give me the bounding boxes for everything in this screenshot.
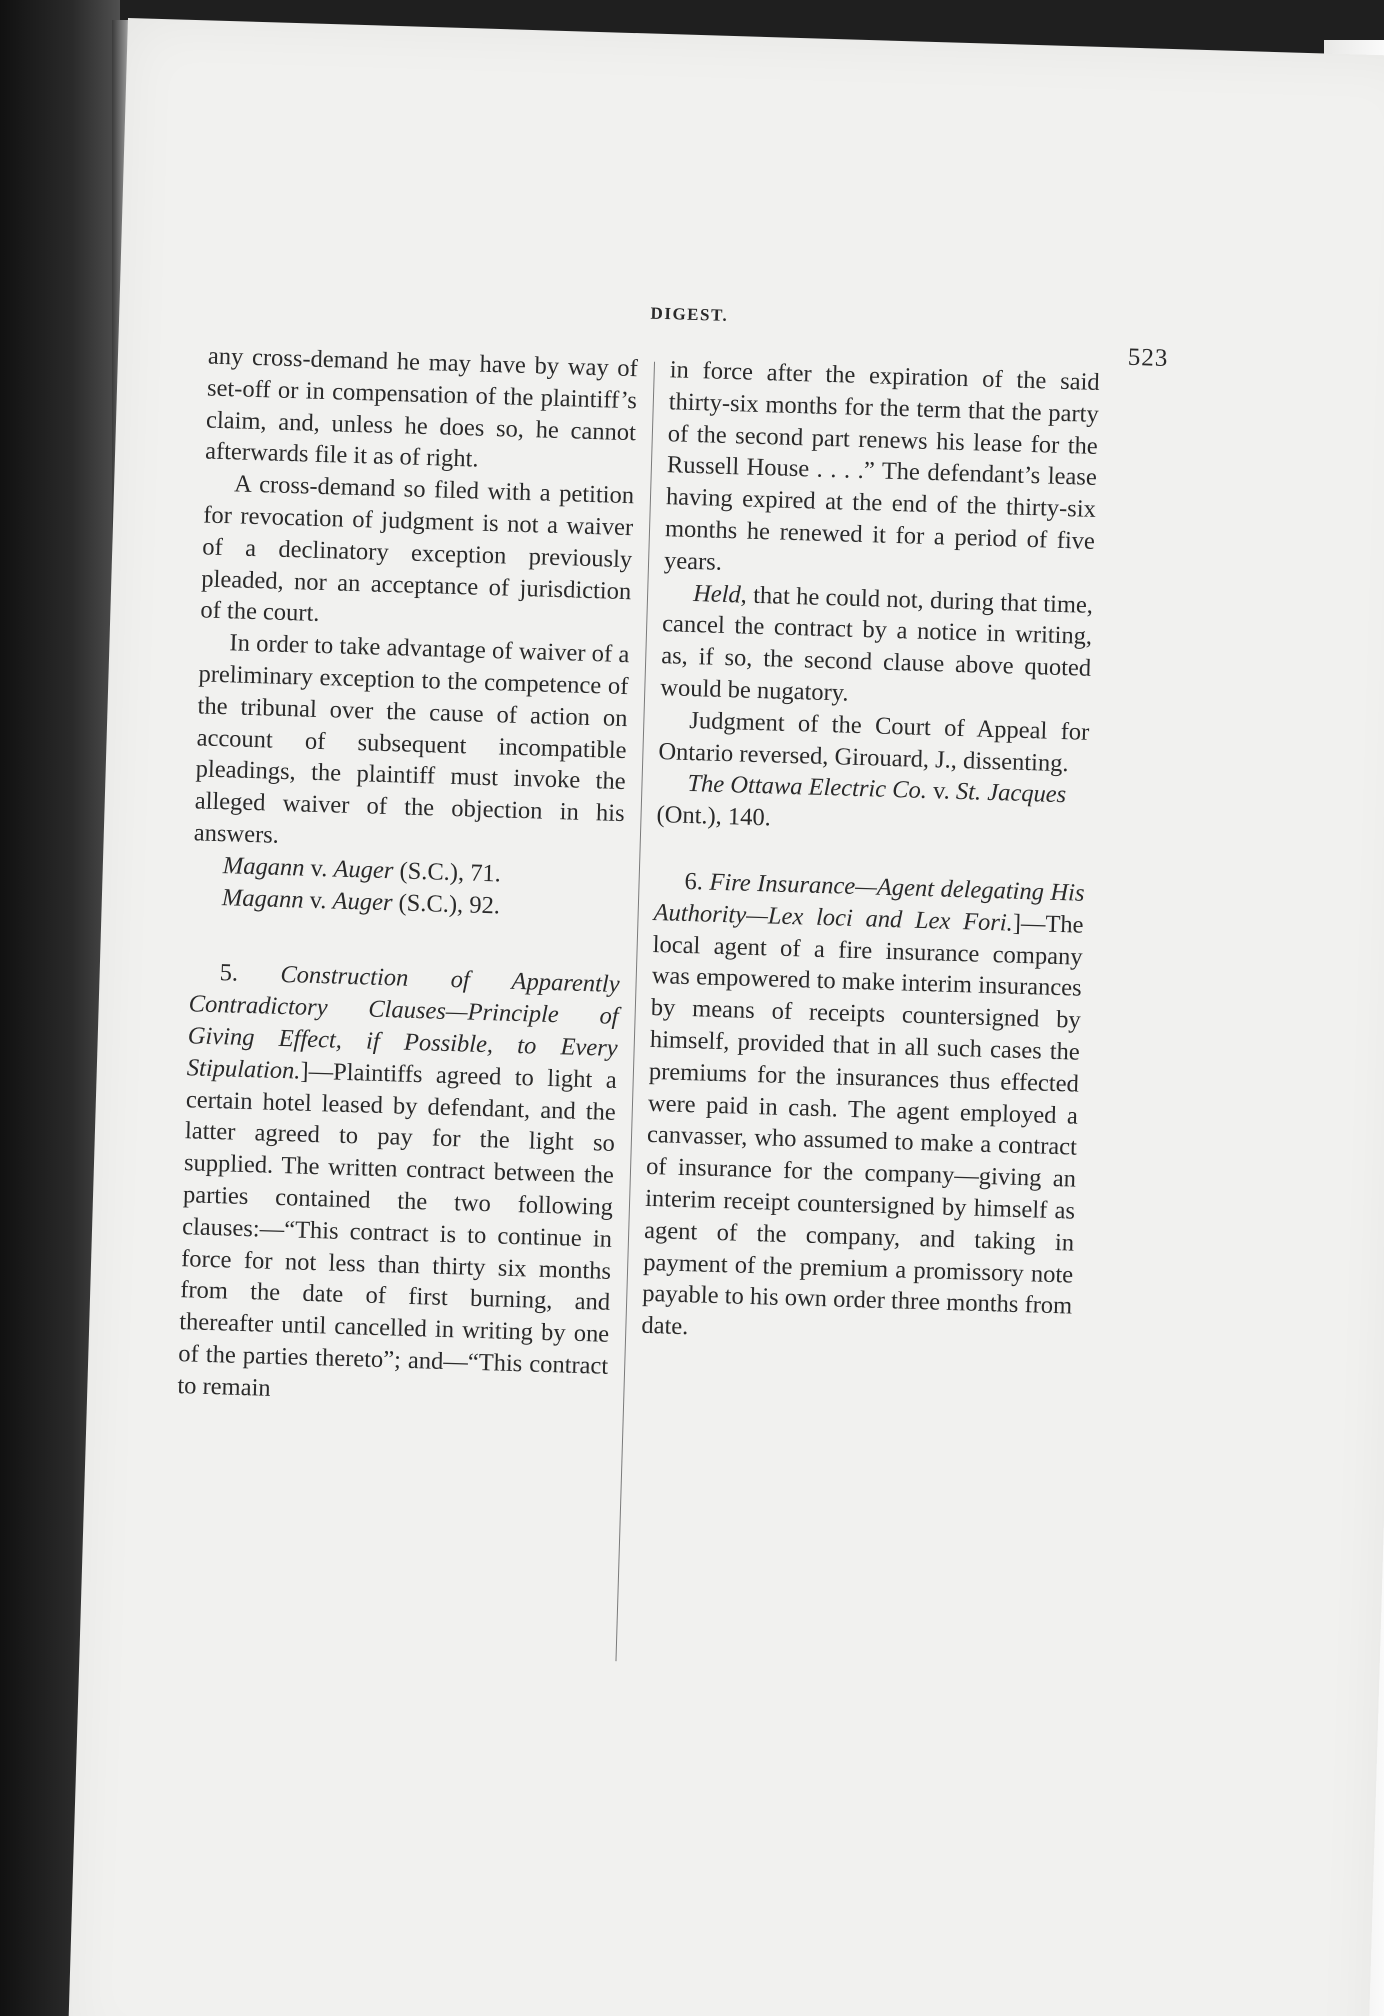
citation-versus: v. bbox=[926, 777, 957, 806]
citation-party: Auger bbox=[332, 887, 393, 916]
citation-party: Magann bbox=[222, 851, 305, 882]
case-citation bbox=[656, 767, 1088, 843]
left-column bbox=[177, 341, 638, 1415]
citation-party: Auger bbox=[333, 855, 394, 884]
paragraph-waiver: In order to take advantage of waiver of a preliminary exception to the competence of the tribunal over the cause of action on account of subsequent incompatible pleadings, the plaintiff must invoke the alleged waiver of the objection in his answers. bbox=[193, 629, 630, 849]
book-page bbox=[67, 18, 1384, 2016]
paragraph-judgment: Judgment of the Court of Appeal for Ontario reversed, Girouard, J., dissenting. bbox=[658, 706, 1090, 777]
section-5 bbox=[177, 957, 620, 1415]
citation-reference: (Ont.), 140. bbox=[656, 801, 772, 832]
citation-versus: v. bbox=[303, 886, 334, 914]
citation-party: Magann bbox=[221, 883, 304, 914]
citation-reference: (S.C.), 92. bbox=[392, 888, 501, 919]
section-number: 6. bbox=[684, 867, 710, 896]
page-number: 523 bbox=[1127, 343, 1169, 373]
section-title: Construction of Apparently Contradictory Clauses—Principle of Giving Effect, if Possible, to Every Stipulation. bbox=[186, 961, 620, 1085]
right-column bbox=[641, 354, 1100, 1354]
section-6 bbox=[641, 865, 1085, 1354]
paragraph-cross-demand: A cross-demand so filed with a petition for revocation of judgment is not a waiver of a declinatory exception previously pleaded, nor an acceptance of jurisdiction of the court. bbox=[200, 470, 635, 628]
running-head: DIGEST. bbox=[650, 303, 729, 325]
section-text: ]—The local agent of a fire insurance company was empowered to make interim insurances by means of receipts countersigned by himself, provided that in all such cases the premiums for the insurances thus effected were paid in cash. The agent employed a canvasser, who assumed to make a contract of insurance for the company—giving an interim receipt countersigned by himself as agent of the company, and taking in payment of the premium a promissory note payable to his own order three months from date. bbox=[641, 909, 1084, 1341]
page-content bbox=[177, 291, 1170, 1402]
section-number: 5. bbox=[219, 959, 281, 989]
paragraph-continuation: any cross-demand he may have by way of set-off or in compensation of the plaintiff’s claim, and, unless he does so, he cannot afterwards file it as of right. bbox=[204, 342, 639, 473]
citation-reference: (S.C.), 71. bbox=[393, 857, 502, 888]
paragraph-held bbox=[660, 577, 1094, 717]
paragraph-contract-clause: in force after the expiration of the said thirty-six months for the term that the party of the second part renews his lease for the Russell House . . . .” The defendant’s lease having expired at the end of the thirty-six months he renewed it for a period of five years. bbox=[663, 356, 1101, 576]
citation-party: St. Jacques bbox=[955, 778, 1067, 809]
held-text: , that he could not, during that time, cancel the contract by a notice in writing, as, if so, the second clause above quoted would be nugatory. bbox=[659, 581, 1094, 707]
section-text: ]—Plaintiffs agreed to light a certain hotel leased by defendant, and the latter agreed to pay for the light so supplied. The written contract between the parties contained the two following clauses:—“This contract is to continue in force for not less than thirty six months from the date of first burning, and thereafter until cancelled in writing by one of the parties thereto”; and—“This contract to remain bbox=[177, 1057, 618, 1402]
citation-party: The Ottawa Electric Co. bbox=[687, 770, 928, 805]
held-word: Held bbox=[692, 579, 742, 609]
citation-versus: v. bbox=[304, 854, 334, 883]
section-title: Fire Insurance—Agent delegating His Authority—Lex loci and Lex Fori. bbox=[653, 868, 1085, 937]
